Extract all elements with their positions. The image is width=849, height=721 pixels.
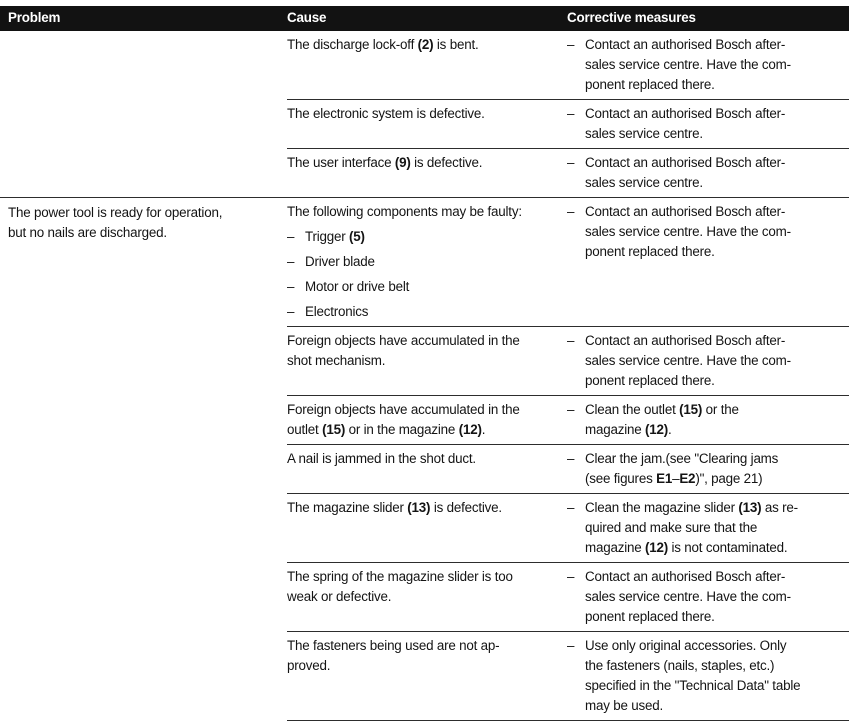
measure-item — [567, 636, 845, 716]
measures-cell — [567, 198, 849, 326]
dash-bullet: – — [567, 155, 575, 170]
cause-cell: The magazine slider (13) is defective. — [287, 500, 502, 515]
measures-cell — [567, 396, 849, 444]
dash-bullet: – — [287, 304, 295, 319]
measure-text: Contact an authorised Bosch after- sales service centre. — [585, 155, 786, 190]
measures-cell — [567, 100, 849, 148]
header-corrective-measures: Corrective measures — [567, 10, 696, 25]
cause-list-item — [287, 227, 559, 247]
measure-item — [567, 449, 845, 489]
cause-item-text: Driver blade — [305, 254, 375, 269]
table-row — [287, 493, 849, 562]
cause-cell: Foreign objects have accumulated in the shot mechanism. — [287, 333, 520, 368]
table-row — [287, 631, 849, 720]
measure-item — [567, 104, 845, 144]
cause-cell: A nail is jammed in the shot duct. — [287, 451, 476, 466]
dash-bullet: – — [567, 204, 575, 219]
cause-list-item — [287, 252, 559, 272]
cause-cell: Foreign objects have accumulated in the outlet (15) or in the magazine (12). — [287, 402, 520, 437]
group-rows — [287, 31, 849, 197]
table-row — [287, 326, 849, 395]
dash-bullet: – — [567, 569, 575, 584]
measure-text: Contact an authorised Bosch after- sales service centre. Have the com- ponent replaced there. — [585, 333, 791, 388]
dash-bullet: – — [567, 402, 575, 417]
cause-cell: The user interface (9) is defective. — [287, 155, 483, 170]
problem-cell: The power tool is ready for operation, but no nails are discharged. — [8, 205, 223, 240]
dash-bullet: – — [287, 229, 295, 244]
measure-text: Contact an authorised Bosch after- sales service centre. Have the com- ponent replaced there. — [585, 204, 791, 259]
cause-cell: The fasteners being used are not ap- proved. — [287, 638, 500, 673]
cause-cell: The discharge lock-off (2) is bent. — [287, 37, 479, 52]
group-rows — [287, 198, 849, 721]
problem-group — [0, 197, 849, 721]
table-row — [287, 395, 849, 444]
header-cause: Cause — [287, 10, 327, 25]
manual-troubleshooting-page — [0, 6, 849, 721]
measures-cell — [567, 494, 849, 562]
table-row — [287, 99, 849, 148]
measure-text: Use only original accessories. Only the fasteners (nails, staples, etc.) specified in the "Technical Data" table may be used. — [585, 638, 801, 713]
dash-bullet: – — [567, 37, 575, 52]
measure-item — [567, 400, 845, 440]
measure-text: Contact an authorised Bosch after- sales service centre. — [585, 106, 786, 141]
measures-cell — [567, 149, 849, 197]
measure-item — [567, 35, 845, 95]
dash-bullet: – — [287, 279, 295, 294]
cause-item-text: Trigger (5) — [305, 229, 365, 244]
header-problem: Problem — [8, 10, 61, 25]
cause-cell: The spring of the magazine slider is too weak or defective. — [287, 569, 513, 604]
table-row — [287, 31, 849, 99]
dash-bullet: – — [567, 638, 575, 653]
measure-item — [567, 331, 845, 391]
dash-bullet: – — [567, 333, 575, 348]
problem-cell — [0, 31, 287, 197]
measures-cell — [567, 327, 849, 395]
measures-cell — [567, 632, 849, 720]
cause-cell: The electronic system is defective. — [287, 106, 485, 121]
cause-item-text: Electronics — [305, 304, 369, 319]
measure-text: Clear the jam.(see "Clearing jams (see figures E1–E2)", page 21) — [585, 451, 779, 486]
table-row — [287, 148, 849, 197]
table-row — [287, 444, 849, 493]
cause-list-item — [287, 277, 559, 297]
measure-item — [567, 153, 845, 193]
measure-text: Contact an authorised Bosch after- sales service centre. Have the com- ponent replaced there. — [585, 37, 791, 92]
measures-cell — [567, 31, 849, 99]
dash-bullet: – — [567, 106, 575, 121]
problem-group — [0, 31, 849, 197]
measures-cell — [567, 563, 849, 631]
measure-item — [567, 202, 845, 262]
dash-bullet: – — [567, 451, 575, 466]
table-row — [287, 198, 849, 326]
cause-list-item — [287, 302, 559, 322]
dash-bullet: – — [567, 500, 575, 515]
cause-intro: The following components may be faulty: — [287, 204, 522, 219]
table-row — [287, 562, 849, 631]
measures-cell — [567, 445, 849, 493]
cause-item-text: Motor or drive belt — [305, 279, 410, 294]
measure-text: Clean the magazine slider (13) as re- quired and make sure that the magazine (12) is not contaminated. — [585, 500, 798, 555]
dash-bullet: – — [287, 254, 295, 269]
measure-item — [567, 567, 845, 627]
table-header — [0, 6, 849, 31]
measure-text: Clean the outlet (15) or the magazine (12). — [585, 402, 739, 437]
cause-cell — [287, 198, 567, 326]
measure-text: Contact an authorised Bosch after- sales service centre. Have the com- ponent replaced there. — [585, 569, 791, 624]
measure-item — [567, 498, 845, 558]
